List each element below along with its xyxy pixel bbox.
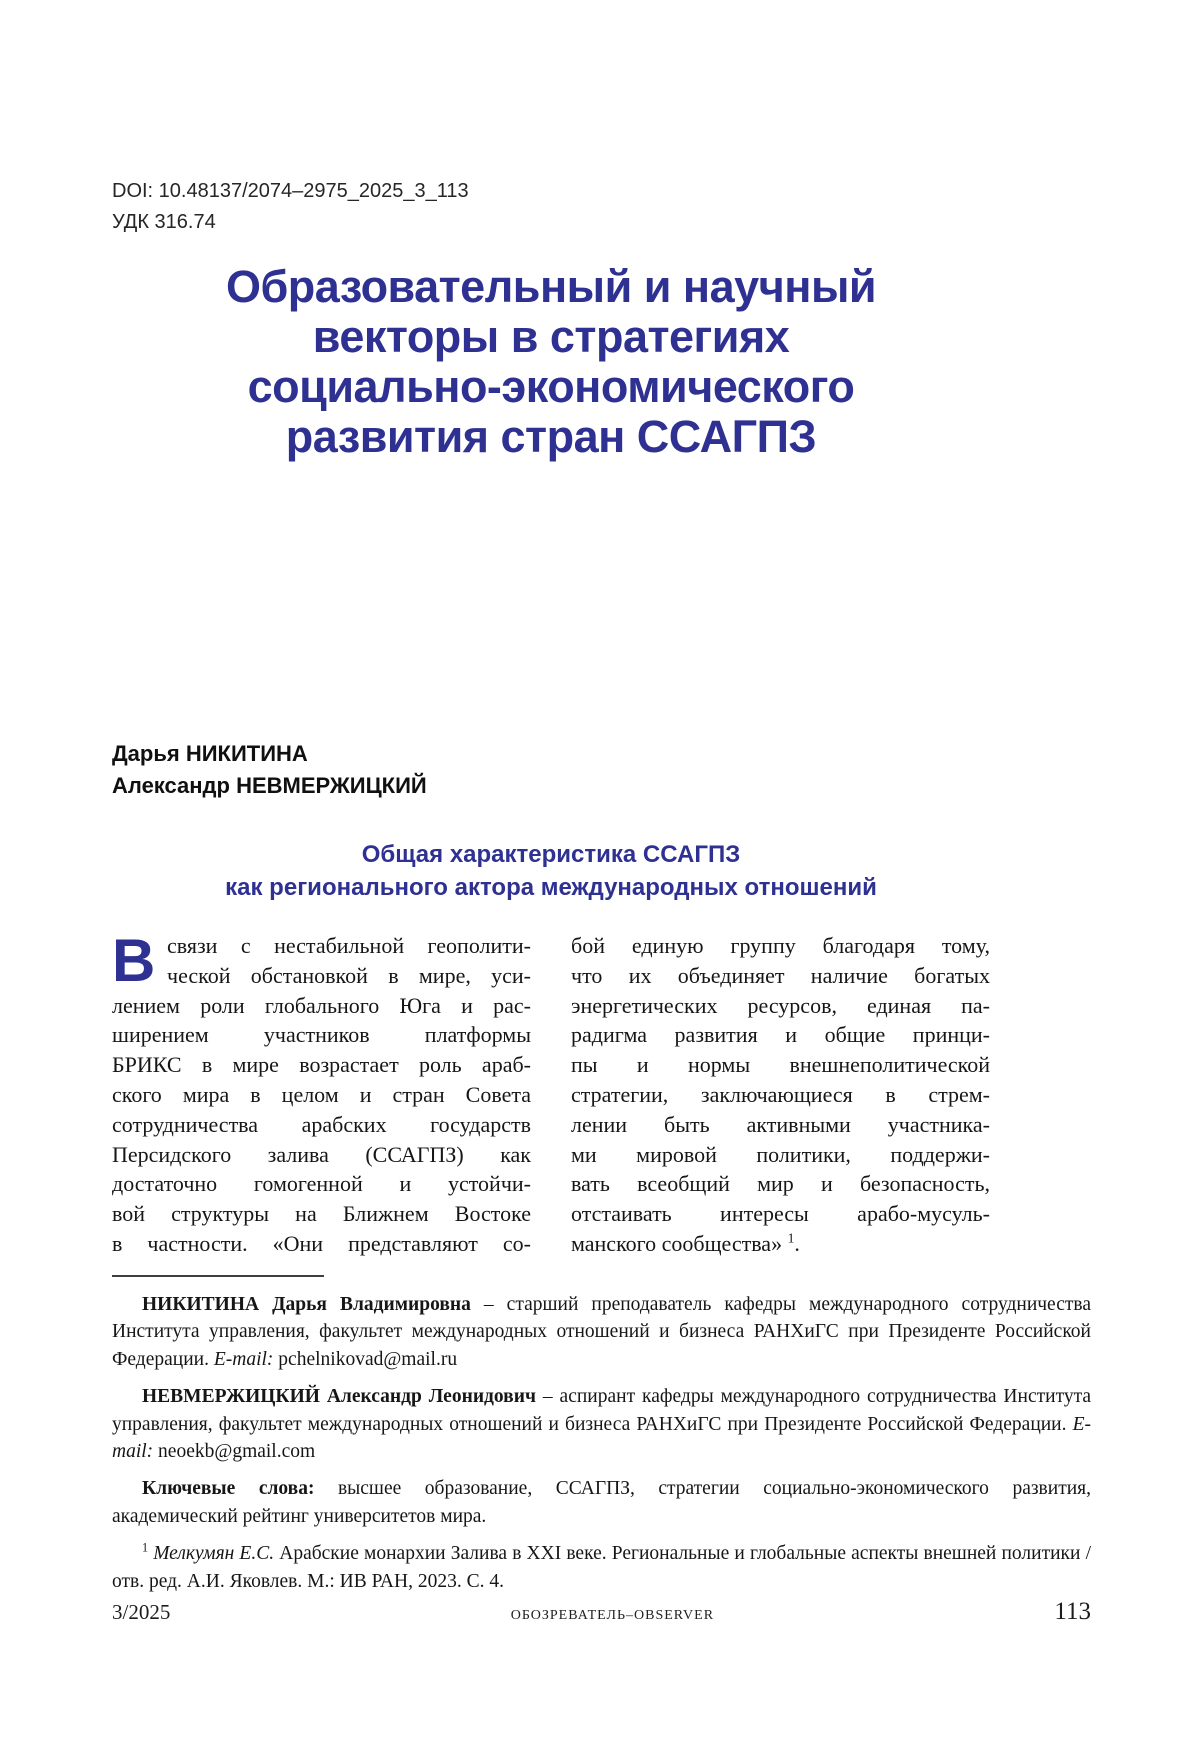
body-line: сотрудничества арабских государств <box>112 1111 531 1137</box>
right-column <box>571 931 990 1259</box>
body-line: энергетических ресурсов, единая па- <box>571 992 990 1018</box>
footnote-divider <box>112 1275 324 1277</box>
issue-number: 3/2025 <box>112 1600 171 1624</box>
body-line: вать всеобщий мир и безопасность, <box>571 1171 990 1197</box>
reference-1: $^1$ Мелкумян Е.С. Арабские монархии Залива в XXI веке. Региональные и глобальные аспекты внешней политики / отв. ред. А.И. Яковлев. М.: ИВ РАН, 2023. С. 4. <box>112 1540 1092 1592</box>
page-footer <box>112 1598 1091 1626</box>
body-line: стратегии, заключающиеся в стрем- <box>571 1081 990 1107</box>
document-meta <box>112 176 469 238</box>
body-line: Персидского залива (ССАГПЗ) как <box>112 1141 531 1167</box>
section-heading-line: как регионального актора международных отношений <box>225 874 877 901</box>
body-line: БРИКС в мире возрастает роль араб- <box>112 1052 531 1078</box>
body-line: связи с нестабильной геополити- <box>167 933 531 958</box>
body-line: радигма развития и общие принци- <box>571 1022 990 1048</box>
body-line: ского мира в целом и стран Совета <box>112 1081 531 1107</box>
udc-line: УДК 316.74 <box>112 211 216 233</box>
page-number: 113 <box>1054 1598 1091 1625</box>
body-line: отстаивать интересы арабо-мусуль- <box>571 1201 990 1227</box>
authors-block <box>112 738 427 802</box>
body-line: ширением участников платформы <box>112 1022 531 1048</box>
section-heading <box>112 838 990 904</box>
body-line: ми мировой политики, поддержи- <box>571 1141 990 1167</box>
left-column <box>112 927 531 1259</box>
title-line: социально-экономического <box>247 361 855 412</box>
body-line: манского сообщества» $^1$. <box>571 1230 800 1256</box>
title-line: векторы в стратегиях <box>312 311 790 362</box>
body-line: лением роли глобального Юга и рас- <box>112 992 531 1018</box>
article-title <box>112 262 990 462</box>
author-name: Дарья НИКИТИНА <box>112 741 308 766</box>
footnotes-block <box>112 1291 1091 1605</box>
body-line: достаточно гомогенной и устойчи- <box>112 1171 531 1197</box>
doi-line: DOI: 10.48137/2074–2975_2025_3_113 <box>112 180 469 202</box>
section-heading-line: Общая характеристика ССАГПЗ <box>361 841 741 868</box>
drop-cap: В <box>112 927 156 994</box>
journal-name: ОБОЗРЕВАТЕЛЬ–OBSERVER <box>510 1608 715 1623</box>
author-note-nevmerzhitsky: НЕВМЕРЖИЦКИЙ Александр Леонидович – аспирант кафедры международного сотрудничества Института управления, факультет международных отношений и бизнеса РАНХиГС при Президенте Российской Федерации. E-mail: neoekb@gmail.com <box>112 1386 1091 1463</box>
author-note-nikitina: НИКИТИНА Дарья Владимировна – старший преподаватель кафедры международного сотрудничества Института управления, факультет международных отношений и бизнеса РАНХиГС при Президенте Российской Федерации. E-mail: pchelnikovad@mail.ru <box>112 1294 1091 1370</box>
body-line: ческой обстановкой в мире, уси- <box>167 962 531 988</box>
body-line: пы и нормы внешнеполитической <box>571 1052 990 1078</box>
title-line: Образовательный и научный <box>225 261 877 312</box>
body-line: бой единую группу благодаря тому, <box>571 933 990 958</box>
body-columns <box>112 927 990 1259</box>
keywords: Ключевые слова: высшее образование, ССАГПЗ, стратегии социально-экономического развития, академический рейтинг университетов мира. <box>112 1478 1091 1527</box>
title-line: развития стран ССАГПЗ <box>285 411 817 462</box>
author-name: Александр НЕВМЕРЖИЦКИЙ <box>112 773 427 798</box>
body-line: лении быть активными участника- <box>571 1111 990 1137</box>
body-line: что их объединяет наличие богатых <box>571 962 990 988</box>
body-line: в частности. «Они представляют со- <box>112 1230 531 1256</box>
body-line: вой структуры на Ближнем Востоке <box>112 1201 531 1227</box>
